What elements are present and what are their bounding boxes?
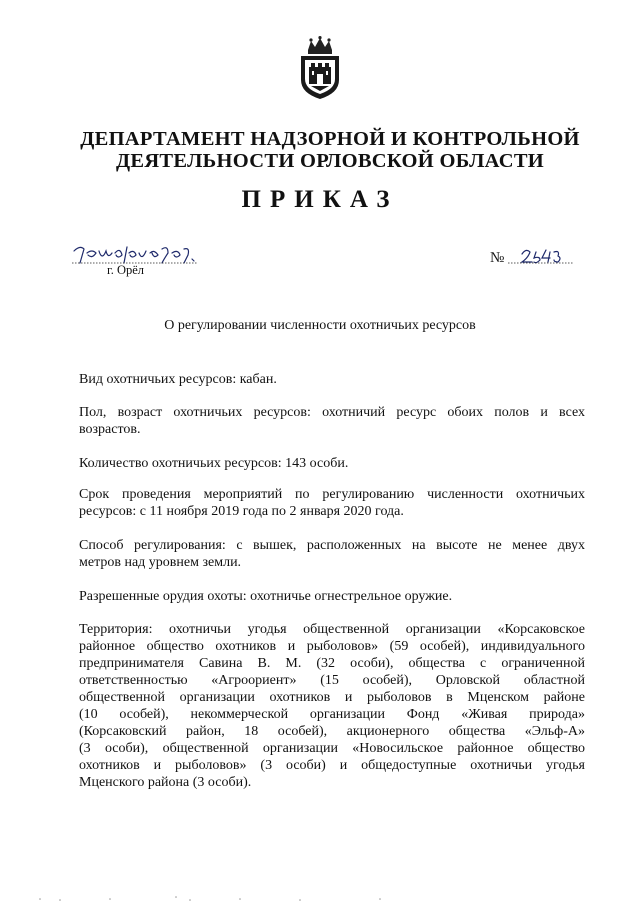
city-label: г. Орёл xyxy=(107,263,145,277)
paragraph-territory xyxy=(79,621,585,791)
paragraph-line: ответственностью «Агроориент» (15 особей), Орловской областной xyxy=(79,673,585,688)
paragraph-line: Территория: охотничьи угодья общественной организации «Корсаковское xyxy=(79,622,585,637)
paragraph-line: Мценского района (3 особи). xyxy=(79,775,252,790)
paragraph-line: возрастов. xyxy=(79,422,141,437)
scan-artifact xyxy=(0,893,640,903)
paragraph-line: районное общество охотников и рыболовов» (59 особей), индивидуального xyxy=(79,639,585,654)
organization-name xyxy=(60,128,600,172)
coat-of-arms-icon xyxy=(297,36,343,100)
document-subject: О регулировании численности охотничьих ресурсов xyxy=(164,318,476,333)
paragraph-line: (3 особи), общественной организации «Новосильское районное общество xyxy=(79,741,585,756)
paragraph-sex-age xyxy=(79,404,585,438)
paragraph-line: Пол, возраст охотничьих ресурсов: охотничий ресурс обоих полов и всех xyxy=(79,405,585,420)
paragraph-line: метров над уровнем земли. xyxy=(79,555,242,570)
paragraph-period xyxy=(79,486,585,520)
paragraph-line: Разрешенные орудия охоты: охотничье огнестрельное оружие. xyxy=(79,589,453,604)
paragraph-line: (10 особей), некоммерческой организации Фонд «Живая природа» xyxy=(79,707,585,722)
organization-name-line1: ДЕПАРТАМЕНТ НАДЗОРНОЙ И КОНТРОЛЬНОЙ xyxy=(80,128,580,150)
paragraph-line: ресурсов: с 11 ноября 2019 года по 2 января 2020 года. xyxy=(79,504,404,519)
paragraph-line: охотников и рыболовов» (3 особи) и общедоступные охотничьи угодья xyxy=(79,758,585,773)
paragraph-line: Способ регулирования: с вышек, расположенных на высоте не менее двух xyxy=(79,538,585,553)
organization-name-line2: ДЕЯТЕЛЬНОСТИ ОРЛОВСКОЙ ОБЛАСТИ xyxy=(115,150,545,172)
number-label: № xyxy=(490,250,505,266)
paragraph-line: общественной организации охотников и рыболовов в Мценском районе xyxy=(79,690,585,705)
handwritten-number xyxy=(508,244,574,270)
paragraph-species xyxy=(79,371,585,388)
paragraph-quantity xyxy=(79,455,585,472)
paragraph-method xyxy=(79,537,585,571)
paragraph-weapons xyxy=(79,588,585,605)
paragraph-line: Количество охотничьих ресурсов: 143 особи. xyxy=(79,456,349,471)
paragraph-line: Вид охотничьих ресурсов: кабан. xyxy=(79,372,277,387)
document-type-title: ПРИКАЗ xyxy=(241,186,399,213)
paragraph-line: предпринимателя Савина В. М. (32 особи), общества с ограниченной xyxy=(79,656,585,671)
paragraph-line: (Корсаковский район, 18 особей), акционерного общества «Эльф-А» xyxy=(79,724,585,739)
paragraph-line: Срок проведения мероприятий по регулированию численности охотничьих xyxy=(79,487,585,502)
